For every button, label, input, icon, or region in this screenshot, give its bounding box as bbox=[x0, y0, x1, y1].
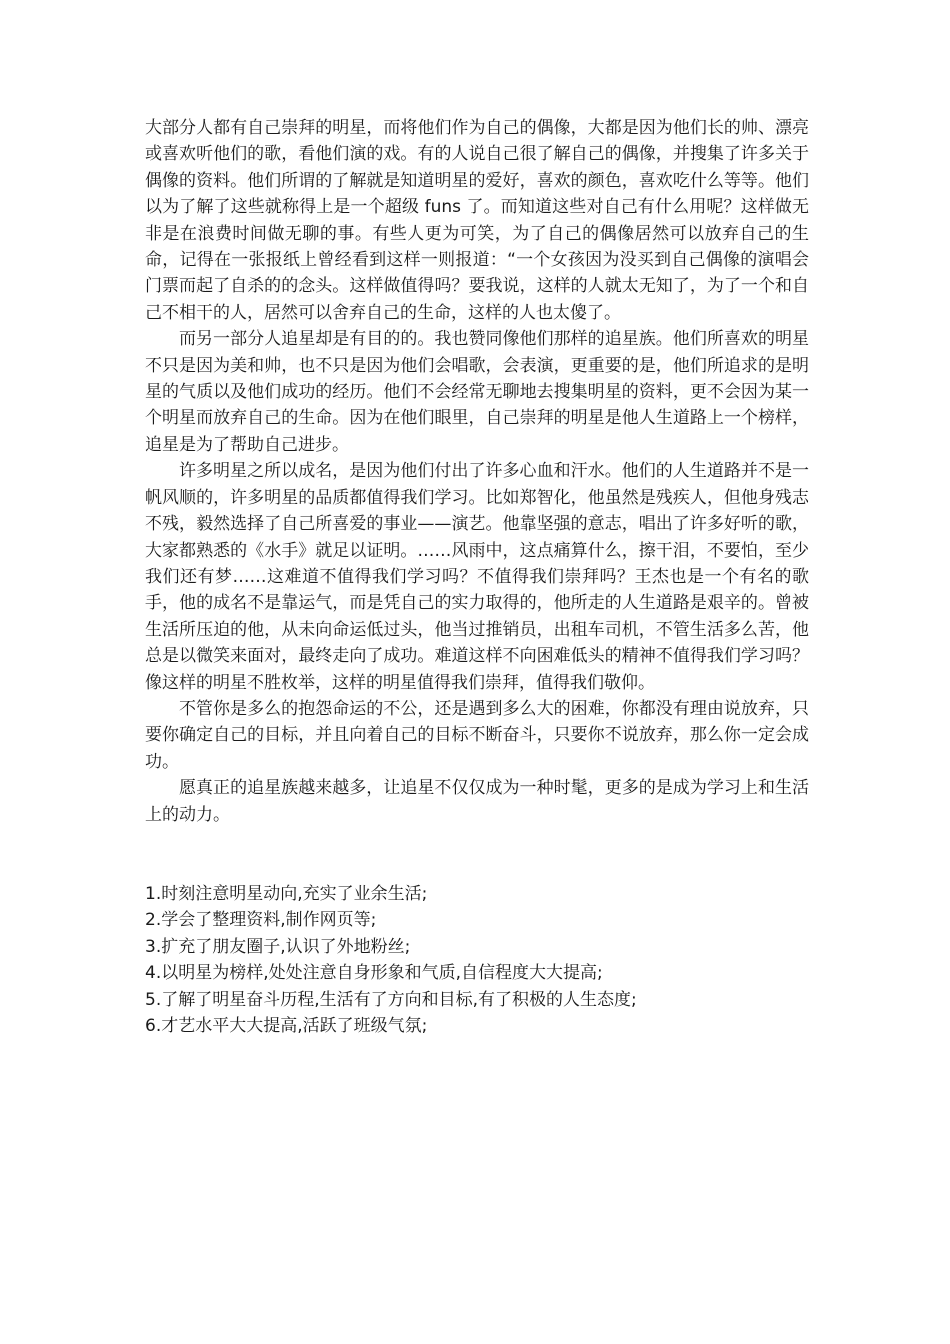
paragraph-3: 许多明星之所以成名，是因为他们付出了许多心血和汗水。他们的人生道路并不是一帆风顺的，许多明星的品质都值得我们学习。比如郑智化，他虽然是残疾人，但他身残志不残，毅然选择了自己所喜爱的事业——演艺。他靠坚强的意志，唱出了许多好听的歌，大家都熟悉的《水手》就足以证明。……风雨中，这点痛算什么，擦干泪，不要怕，至少我们还有梦……这难道不值得我们学习吗？不值得我们崇拜吗？王杰也是一个有名的歌手，他的成名不是靠运气，而是凭自己的实力取得的，他所走的人生道路是艰辛的。曾被生活所压迫的他，从未向命运低过头，他当过推销员，出租车司机，不管生活多么苦，他总是以微笑来面对，最终走向了成功。难道这样不向困难低头的精神不值得我们学习吗？像这样的明星不胜枚举，这样的明星值得我们崇拜，值得我们敬仰。 bbox=[145, 461, 809, 693]
list-item: 1.时刻注意明星动向,充实了业余生活; bbox=[145, 883, 428, 904]
paragraph-4: 不管你是多么的抱怨命运的不公，还是遇到多么大的困难，你都没有理由说放弃，只要你确定自己的目标，并且向着自己的目标不断奋斗，只要你不说放弃，那么你一定会成功。 bbox=[145, 698, 809, 772]
section-spacer bbox=[145, 828, 809, 881]
list-item: 4.以明星为榜样,处处注意自身形象和气质,自信程度大大提高; bbox=[145, 963, 603, 984]
list-item: 6.才艺水平大大提高,活跃了班级气氛; bbox=[145, 1016, 428, 1036]
benefits-list bbox=[145, 881, 809, 1039]
list-item: 2.学会了整理资料,制作网页等; bbox=[145, 910, 377, 931]
paragraph-2: 而另一部分人追星却是有目的的。我也赞同像他们那样的追星族。他们所喜欢的明星不只是因为美和帅，也不只是因为他们会唱歌，会表演，更重要的是，他们所追求的是明星的气质以及他们成功的经历。他们不会经常无聊地去搜集明星的资料，更不会因为某一个明星而放弃自己的生命。因为在他们眼里，自己崇拜的明星是他人生道路上一个榜样，追星是为了帮助自己进步。 bbox=[145, 329, 809, 455]
list-item: 3.扩充了朋友圈子,认识了外地粉丝; bbox=[145, 936, 411, 957]
list-item: 5.了解了明星奋斗历程,生活有了方向和目标,有了积极的人生态度; bbox=[145, 989, 637, 1010]
paragraph-1: 大部分人都有自己崇拜的明星，而将他们作为自己的偶像，大都是因为他们长的帅、漂亮或喜欢听他们的歌，看他们演的戏。有的人说自己很了解自己的偶像，并搜集了许多关于偶像的资料。他们所谓的了解就是知道明星的爱好，喜欢的颜色，喜欢吃什么等等。他们以为了解了这些就称得上是一个超级 funs 了。而知道这些对自己有什么用呢？这样做无非是在浪费时间做无聊的事。有些人更为可笑，为了自己的偶像居然可以放弃自己的生命，记得在一张报纸上曾经看到这样一则报道：“一个女孩因为没买到自己偶像的演唱会门票而起了自杀的的念头。这样做值得吗？要我说，这样的人就太无知了，为了一个和自己不相干的人，居然可以舍弃自己的生命，这样的人也太傻了。 bbox=[145, 118, 809, 323]
document-body bbox=[145, 115, 809, 1039]
paragraph-5: 愿真正的追星族越来越多，让追星不仅仅成为一种时髦，更多的是成为学习上和生活上的动力。 bbox=[145, 778, 809, 825]
